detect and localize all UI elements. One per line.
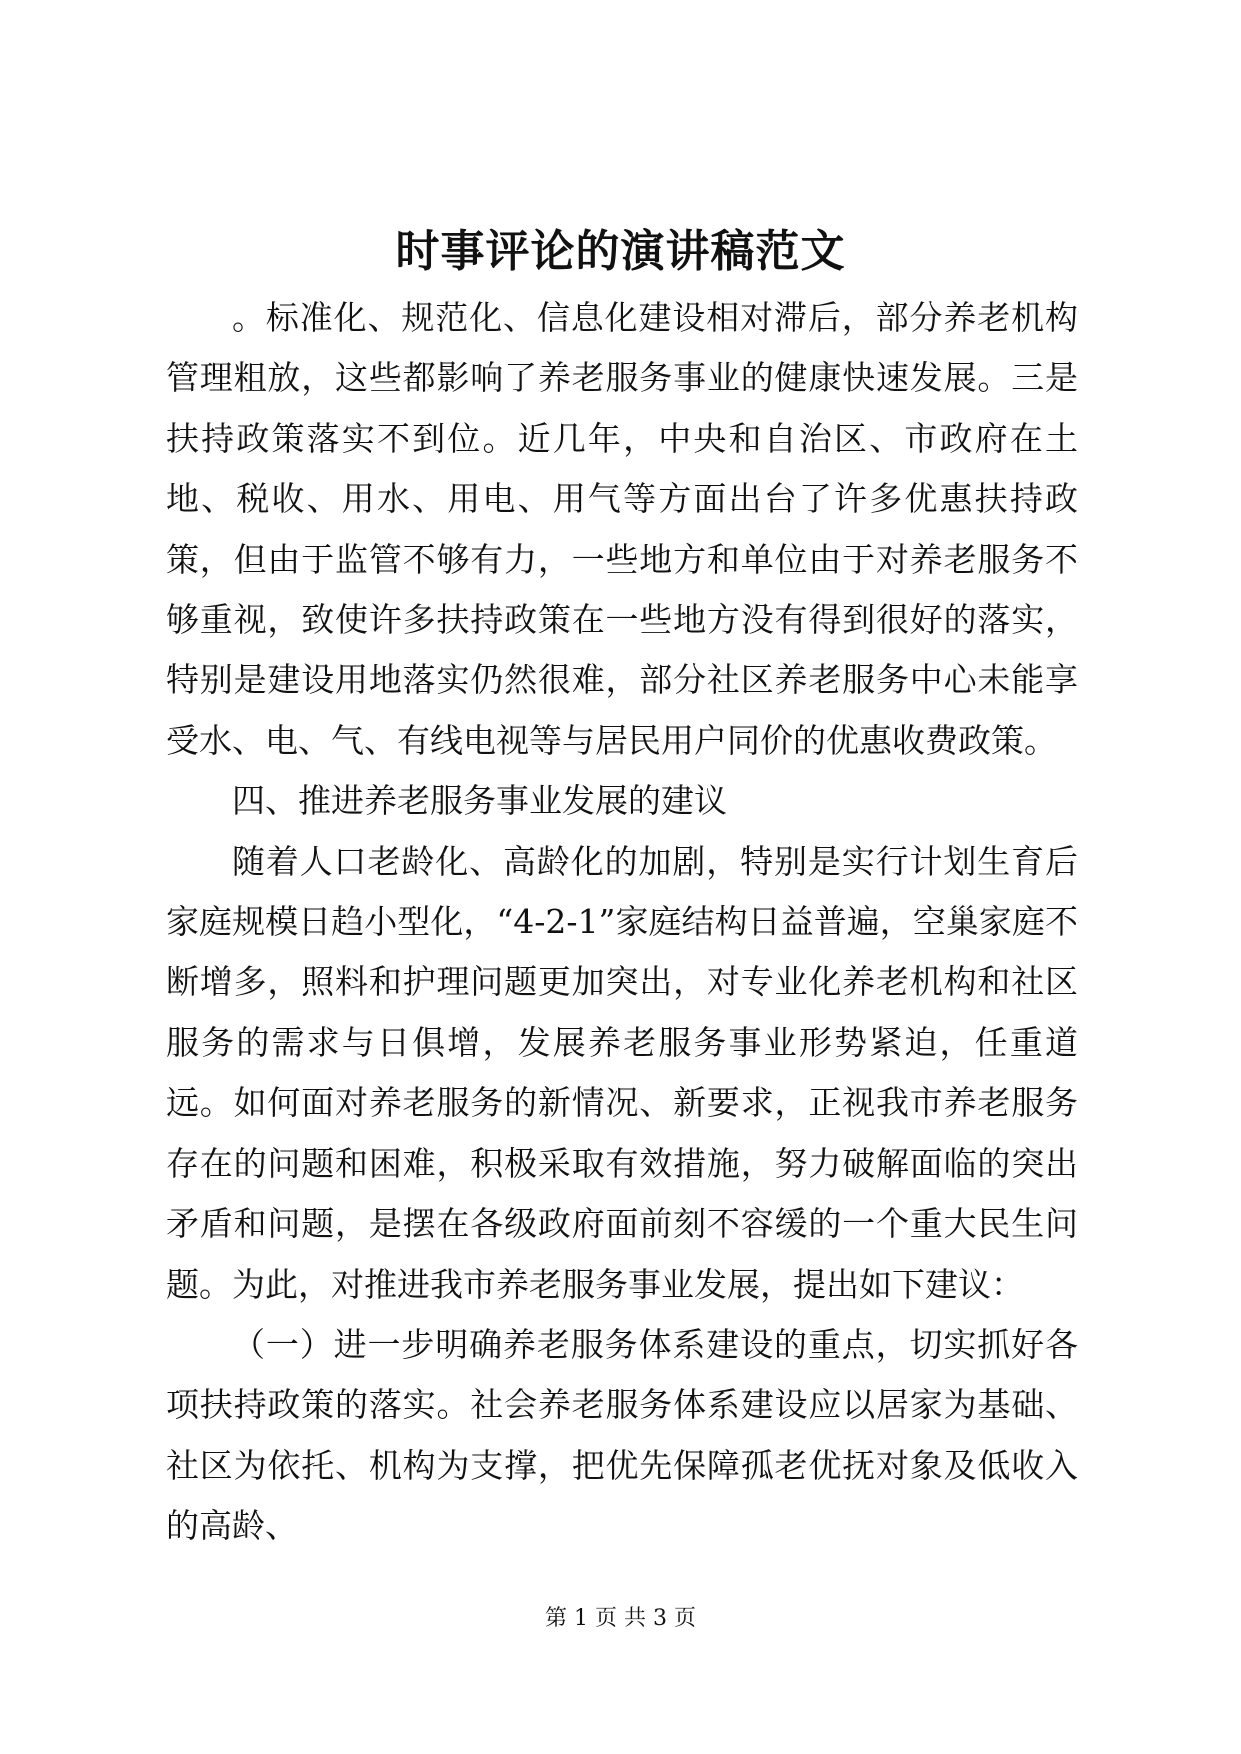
paragraph-1: 。标准化、规范化、信息化建设相对滞后，部分养老机构管理粗放，这些都影响了养老服务事业的健康快速发展。三是扶持政策落实不到位。近几年，中央和自治区、市政府在土地、税收、用水、用电、用气等方面出台了许多优惠扶持政策，但由于监管不够有力，一些地方和单位由于对养老服务不够重视，致使许多扶持政策在一些地方没有得到很好的落实，特别是建设用地落实仍然很难，部分社区养老服务中心未能享受水、电、气、有线电视等与居民用户同价的优惠收费政策。: [166, 298, 1078, 760]
page-footer: [0, 1604, 1241, 1634]
page-indicator: 第 1 页 共 3 页: [545, 1606, 696, 1631]
section-heading: 四、推进养老服务事业发展的建议: [232, 781, 727, 821]
paragraph-3: （一）进一步明确养老服务体系建设的重点，切实抓好各项扶持政策的落实。社会养老服务体系建设应以居家为基础、社区为依托、机构为支撑，把优先保障孤老优抚对象及低收入的高龄、: [166, 1324, 1078, 1546]
document-body: [166, 288, 1078, 1557]
paragraph-2: 随着人口老龄化、高龄化的加剧，特别是实行计划生育后家庭规模日趋小型化，“4-2-1”家庭结构日益普遍，空巢家庭不断增多，照料和护理问题更加突出，对专业化养老机构和社区服务的需求与日俱增，发展养老服务事业形势紧迫，任重道远。如何面对养老服务的新情况、新要求，正视我市养老服务存在的问题和困难，积极采取有效措施，努力破解面临的突出矛盾和问题，是摆在各级政府面前刻不容缓的一个重大民生问题。为此，对推进我市养老服务事业发展，提出如下建议：: [166, 841, 1078, 1304]
document-title: 时事评论的演讲稿范文: [395, 226, 846, 277]
